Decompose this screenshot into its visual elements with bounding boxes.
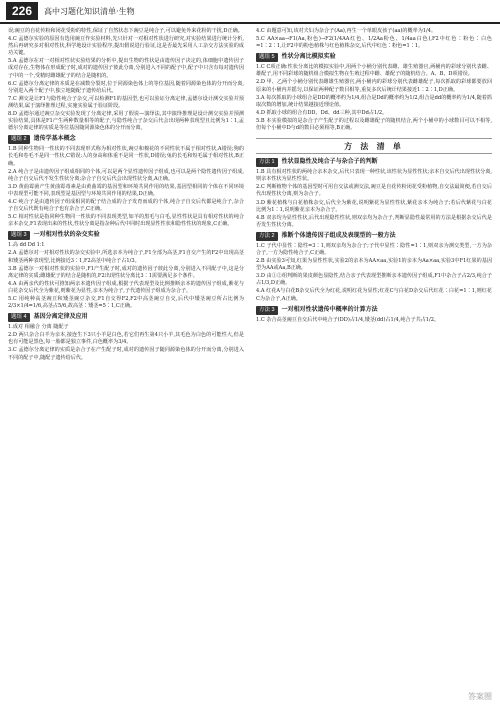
answer-paragraph: 5.B 本实验模拟的是杂合子产生配子的过程以及雌雄配子的随机结合,两个小桶中的小球数目可以不相等,但每个小桶中D与d的数目必须相等,B正确。 bbox=[256, 117, 492, 132]
topic-tag: 方法 1 bbox=[256, 158, 278, 167]
answer-paragraph: 2.D 两只杂合白羊为亲本,接连生下3只小羊是白色,若它们再生第4只小羊,其毛色为白色的可能性大,但是也有可能是黑色,每一胎都是独立事件,白色概率为3/4。 bbox=[8, 332, 244, 346]
answer-paragraph: 3.C 孟德尔分离定律的实质是杂合子在产生配子时,成对的遗传因子随同源染色体的分开而分离,分别进入不同的配子中,随配子遗传给后代。 bbox=[8, 347, 244, 361]
topic-title: 一对相对性状遗传中概率的计算方法 bbox=[281, 306, 378, 313]
topic-title: 遗传学基本概念 bbox=[33, 136, 76, 143]
answer-paragraph: 1.B 同种生物同一性状的不同表现形式称为相对性状,豌豆和棉花的不同性状不属于相对性状,A错误;狗的长毛和卷毛不是同一性状,C错误;人的身高和体重不是同一性状,D错误;兔的长毛和短毛属于相对性状,B正确。 bbox=[8, 146, 244, 167]
answer-paragraph: 1.成对 相融合 分离 随配子 bbox=[8, 324, 69, 331]
answer-paragraph: 4.C 由题意可知,该对夫妇为杂合子(Aa),再生一个单眼皮孩子(aa)的概率为1/4。 bbox=[256, 28, 437, 34]
answer-paragraph: 5.C AA×aa→F1(Aa,粉色)→F2(1/4AA红色、1/2Aa粉色、1/4aa白色),F2中红色∶粉色∶白色=1∶2∶1,让F2中的粉色植株与红色植株杂交,后代中红色∶粉色=1∶1。 bbox=[256, 36, 492, 50]
topic-heading bbox=[256, 232, 492, 241]
topic-heading bbox=[8, 231, 244, 240]
answer-paragraph: 3.A 每次抓取的小球组合是DD的概率约为1/4,组合是Dd的概率约为1/2,组合是dd的概率约为1/4,随着抓取次数的增加,统计结果越接近理论值。 bbox=[256, 94, 492, 108]
answer-paragraph: 2.D 甲、乙两个小桶分别代表雌雄生殖器官,两小桶内的彩球分别代表雌雄配子,每次抓取的彩球都要放回原来的小桶内并摇匀,以保证两种配子数目相等,重复多次后统计结果接近1∶2∶1,D正确。 bbox=[256, 79, 492, 93]
topic-heading bbox=[256, 158, 492, 167]
section-banner: 方 法 清 单 bbox=[256, 138, 492, 154]
answer-paragraph: 5.A 孟德尔在对一对相对性状实验结果的分析中,提出生物的性状是由遗传因子决定的,体细胞中遗传因子成对存在,生物体在形成配子时,成对的遗传因子彼此分离,分别进入不同的配子中,配子中只含有每对遗传因子中的一个,受精时雌雄配子的结合是随机的。 bbox=[8, 58, 244, 79]
page-number: 226 bbox=[6, 2, 38, 20]
answer-paragraph: 2.B 由实验3可知,红果为显性性状,实验2的亲本为AA×aa,实验1的亲本为Aa×aa,实验3中F1红果的基因型为AA或Aa,B正确。 bbox=[256, 258, 492, 272]
answer-paragraph: 2.C 判断植物个体的基因型时可用自交法或测交法,豌豆是自花传粉闭花受粉植物,自交法最简便,若自交后代出现性状分离,则为杂合子。 bbox=[256, 184, 492, 198]
answer-paragraph: 1.C C项正确:性状分离比的模拟实验中,用两个小桶分别代表雌、雄生殖器官,两桶内的彩球分别代表雌、雄配子,用不同彩球的随机组合模拟生物在生殖过程中雌、雄配子的随机结合。A、B、D项错误。 bbox=[256, 64, 492, 78]
topic-tag: 题组 2 bbox=[8, 135, 30, 144]
topic-tag: 题组 4 bbox=[8, 313, 30, 322]
answer-paragraph: 4.C 孟德尔实验的原因有选用豌豆作实验材料,先只针对一对相对性状进行研究,对实验结果进行统计分析,然后再研究多对相对性状,科学地设计实验程序,提出假说进行验证,这是否最先采用人工杂交方法实验的成功关键。 bbox=[8, 36, 244, 57]
answer-paragraph: 误;豌豆的自花传粉和闭花受粉的特性,保证了自然状态下豌豆是纯合子,可以避免外来花粉的干扰,D正确。 bbox=[8, 28, 243, 34]
answer-paragraph: 3.D 紫花植株与白花植株杂交,后代全为紫花,说明紫花为显性性状,紫花亲本为纯合子;若后代紫花与白花比例为1∶1,说明紫花亲本为杂合子。 bbox=[256, 199, 492, 213]
book-title: 高中习题化知识清单·生物 bbox=[44, 6, 135, 16]
topic-title: 性状显隐性及纯合子与杂合子的判断 bbox=[281, 159, 378, 166]
answer-paragraph: 4.D 抓取小球的组合有DD、Dd、dd三种,其中Dd占1/2。 bbox=[256, 109, 388, 116]
answer-paragraph: 3.B 孟德尔一对相对性状的实验中,F1产生配子时,成对的遗传因子彼此分离,分别进入不同配子中,这是分离定律的实质;雌雄配子的结合是随机的,F2出现性状分离比3∶1需要满足多个条件。 bbox=[8, 265, 244, 279]
topic-heading bbox=[8, 135, 244, 144]
answer-paragraph: 2.A 孟德尔对一对相对性状的杂交实验中,所选亲本为纯合子,F1全部为高茎,F1自交产生的F2中出现高茎和矮茎两种表现型,比例接近3∶1,F2高茎中纯合子占1/3。 bbox=[8, 250, 244, 264]
answer-paragraph: 4.B 双亲均为显性性状,后代出现隐性性状,则双亲均为杂合子,判断显隐性最常用的方法是根据杂交后代是否发生性状分离。 bbox=[256, 214, 492, 228]
answer-paragraph: 5.C 用纯种高茎豌豆和矮茎豌豆杂交,F1自交得F2,F2中高茎豌豆自交,后代中矮茎豌豆所占比例为2/3×1/4=1/6,高茎占5/6,故高茎∶矮茎=5∶1,C正确。 bbox=[8, 296, 244, 310]
answer-paragraph: 4.A 由两亲代的性状可推知两亲本遗传因子组成,根据子代表现型及比例推断亲本的遗传因子组成,紫花与白花杂交后代全为紫花,则紫花为显性,亲本为纯合子,子代遗传因子组成为杂合子。 bbox=[8, 280, 244, 294]
topic-tag: 方法 2 bbox=[256, 232, 278, 241]
topic-tag: 题组 5 bbox=[256, 53, 278, 62]
topic-title: 基因分离定律及应用 bbox=[33, 314, 88, 321]
left-column bbox=[8, 28, 244, 363]
answer-paragraph: 4.A 红花A与白花B杂交后代全为红花,说明红花为显性;红花C与白花D杂交后代红花∶白花=1∶1,则红花C为杂合子,A正确。 bbox=[256, 288, 492, 302]
answer-paragraph: 1.B 具有相对性状的两纯合亲本杂交,后代只表现一种性状,该性状为显性性状;亲本自交后代出现性状分离,则亲本性状为显性性状。 bbox=[256, 169, 492, 183]
answer-paragraph: 2.A 纯合子是由遗传因子组成相同的个体,可以是两个显性遗传因子组成,也可以是两个隐性遗传因子组成,纯合子自交后代不发生性状分离;杂合子自交后代会出现性状分离,A正确。 bbox=[8, 168, 244, 182]
answer-paragraph: 7.C 测交是让F1与隐性纯合子杂交,可以检测F1的基因型,也可以验证分离定律,孟德尔设计测交实验并预测结果,属于演绎推理过程,实施实验属于验证阶段。 bbox=[8, 95, 244, 109]
answer-paragraph: 1.高 dd Dd 1∶1 bbox=[8, 242, 45, 249]
right-column bbox=[256, 28, 492, 325]
answer-paragraph: 1.C 杂合高茎豌豆自交后代中纯合子(DD)占1/4,矮茎(dd)占1/4,纯合子共占1/2。 bbox=[256, 316, 440, 323]
answer-paragraph: 3.D 由①②组判断的果皮颜色显隐性,结合亲子代表现型推断亲本遗传因子组成,F1中杂合子占2/3,纯合子占1/3,D正确。 bbox=[256, 273, 492, 287]
answer-paragraph: 4.C 纯合子是由遗传因子组成相同的配子结合成的合子发育而成的个体,纯合子自交后代都是纯合子,杂合子自交后代既有纯合子也有杂合子,C正确。 bbox=[8, 198, 244, 213]
answer-paragraph: 5.C 相对性状是指同种生物同一性状的不同表现类型,如羊的黑毛与白毛,显性性状是具有相对性状的纯合亲本杂交,F1表现出来的性状,性状分离是指杂种后代中同时出现显性性状和隐性性状的现象,C正确。 bbox=[8, 214, 244, 228]
answer-paragraph: 8.D 孟德尔通过豌豆杂交实验发现了分离定律,采用了假说—演绎法,其中演绎推理是设计测交实验并预测实验结果,具体是F1产生两种数量相等的配子,与隐性纯合子杂交后代会出现两种表现型且比例为1∶1,孟德尔分离定律的实质是等位基因随同源染色体的分开而分离。 bbox=[8, 111, 244, 132]
topic-heading bbox=[256, 53, 492, 62]
answer-paragraph: 3.D 黄曲霉菌产生黄曲霉毒素是由黄曲霉的基因型和环境共同作用的结果,基因型相同的个体在不同环境中表现型可能不同,表现型是基因型与环境共同作用的结果,D正确。 bbox=[8, 183, 244, 197]
topic-title: 性状分离比模拟实验 bbox=[281, 54, 336, 61]
answer-paragraph: 6.C 孟德尔分离定律的本质是在减数分裂时,位于同源染色体上的等位基因,随着同源染色体的分开而分离,分别进入两个配子中,独立地随配子遗传给后代。 bbox=[8, 80, 244, 94]
topic-tag: 方法 3 bbox=[256, 306, 278, 315]
topic-heading bbox=[256, 306, 492, 315]
answer-paragraph: 1.C 子代中显性∶隐性=3∶1,则双亲均为杂合子;子代中显性∶隐性=1∶1,则双亲为测交类型,一方为杂合子,一方为隐性纯合子,C正确。 bbox=[256, 242, 492, 256]
topic-heading bbox=[8, 313, 244, 322]
page-header bbox=[0, 0, 500, 24]
topic-title: 一对相对性状的杂交实验 bbox=[33, 232, 100, 239]
topic-title: 推断个体遗传因子组成及表现型的一般方法 bbox=[281, 232, 396, 239]
watermark: 答案圈 bbox=[468, 692, 492, 701]
topic-tag: 题组 3 bbox=[8, 231, 30, 240]
